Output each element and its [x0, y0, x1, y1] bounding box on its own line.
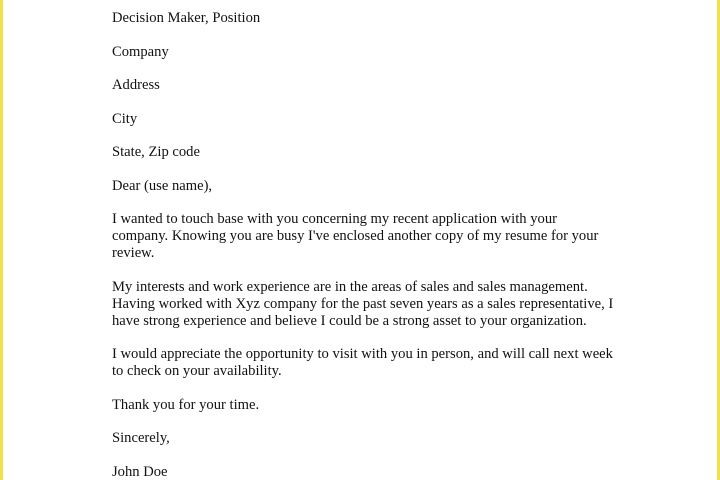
paragraph-2-line: Having worked with Xyz company for the past seven years as a sales representative, I: [112, 295, 614, 312]
signature-name: John Doe: [112, 463, 168, 480]
paragraph-1-line: company. Knowing you are busy I've enclosed another copy of my resume for your: [112, 228, 599, 244]
recipient-company: Company: [112, 43, 169, 60]
recipient-address: Address: [112, 77, 160, 93]
thanks-line: Thank you for your time.: [112, 396, 260, 413]
paragraph-3-line: to check on your availability.: [112, 363, 282, 379]
recipient-state-zip: State, Zip code: [112, 144, 200, 160]
paragraph-3-line: I would appreciate the opportunity to visit with you in person, and will call next week: [112, 346, 613, 362]
salutation: Dear (use name),: [112, 177, 213, 194]
closing: Sincerely,: [112, 430, 170, 446]
paragraph-3: [112, 346, 632, 380]
recipient-name-position: Decision Maker, Position: [112, 10, 261, 26]
paragraph-1-line: I wanted to touch base with you concerning my recent application with your: [112, 211, 557, 227]
paragraph-2: [112, 279, 632, 330]
paragraph-1: [112, 211, 632, 262]
paragraph-2-line: My interests and work experience are in the areas of sales and sales management.: [112, 278, 588, 295]
recipient-city: City: [112, 110, 138, 127]
letter-body: [112, 10, 632, 480]
paragraph-2-line: have strong experience and believe I could be a strong asset to your organization.: [112, 312, 587, 329]
paragraph-1-line: review.: [112, 245, 155, 261]
